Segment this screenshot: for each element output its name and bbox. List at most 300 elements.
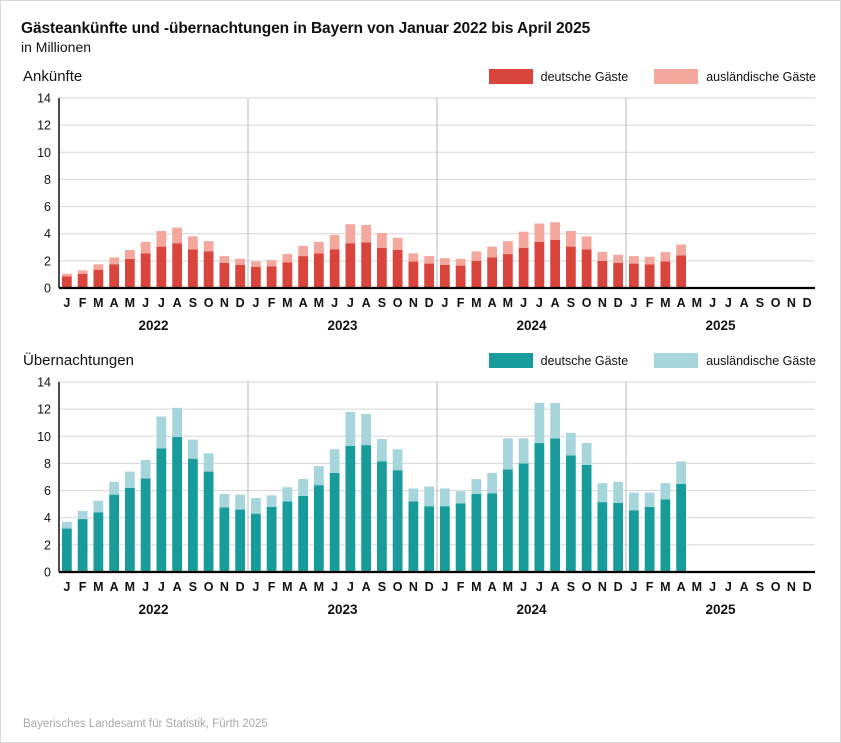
bar-segment-foreign: [629, 493, 639, 511]
x-month-label: A: [676, 296, 686, 311]
bar-segment-domestic: [204, 472, 214, 572]
bar-segment-domestic: [645, 507, 655, 572]
x-year-label: 2025: [705, 602, 736, 618]
bar-segment-foreign: [219, 256, 229, 263]
x-month-label: M: [93, 296, 104, 311]
bar-segment-domestic: [314, 254, 324, 289]
bar-segment-foreign: [109, 482, 119, 495]
bar-segment-domestic: [204, 252, 214, 289]
bar-segment-foreign: [629, 256, 639, 263]
bar-segment-domestic: [613, 503, 623, 572]
x-month-label: J: [724, 580, 732, 595]
bar-segment-domestic: [629, 264, 639, 288]
x-month-label: D: [424, 296, 434, 311]
bar-segment-domestic: [251, 267, 261, 288]
bar-segment-foreign: [345, 412, 355, 446]
x-month-label: J: [252, 296, 260, 311]
bar-segment-domestic: [519, 248, 529, 288]
plot-ankuenfte: [21, 90, 820, 340]
bar-segment-foreign: [487, 247, 497, 258]
bar-segment-domestic: [597, 261, 607, 288]
x-year-label: 2022: [138, 602, 169, 618]
x-month-label: J: [346, 296, 354, 311]
bar-segment-foreign: [251, 498, 261, 514]
legend-item-auslaendische-gaeste-ankuenfte[interactable]: [654, 69, 816, 84]
y-tick-label: 12: [37, 118, 51, 133]
x-month-label: M: [313, 296, 325, 311]
bar-segment-foreign: [62, 274, 72, 277]
bar-segment-foreign: [519, 438, 529, 463]
x-month-label: J: [630, 580, 638, 595]
y-tick-label: 8: [44, 457, 51, 472]
y-tick-label: 0: [44, 281, 51, 296]
bar-segment-domestic: [345, 243, 355, 288]
x-month-label: S: [566, 580, 576, 595]
x-month-label: N: [408, 296, 418, 311]
x-month-label: A: [487, 580, 497, 595]
bar-segment-domestic: [219, 508, 229, 572]
x-month-label: J: [535, 296, 543, 311]
panel-ankuenfte-title: Ankünfte: [23, 68, 83, 86]
bar-segment-domestic: [62, 529, 72, 572]
panel-uebernachtungen-legend: [489, 353, 816, 368]
x-month-label: M: [502, 580, 514, 595]
bar-segment-domestic: [282, 502, 292, 573]
bar-segment-foreign: [330, 449, 340, 473]
bar-segment-domestic: [93, 512, 103, 572]
y-tick-label: 10: [37, 429, 51, 444]
bar-segment-domestic: [235, 510, 245, 572]
x-month-label: A: [172, 296, 182, 311]
x-month-label: A: [361, 296, 371, 311]
bar-segment-foreign: [440, 258, 450, 265]
x-month-label: J: [709, 296, 717, 311]
y-tick-label: 0: [44, 565, 51, 580]
y-tick-label: 14: [37, 91, 51, 106]
bar-segment-domestic: [188, 249, 198, 288]
bar-segment-foreign: [267, 260, 277, 266]
bar-segment-domestic: [424, 264, 434, 288]
bar-segment-domestic: [566, 455, 576, 572]
bar-segment-foreign: [298, 246, 308, 256]
bar-segment-foreign: [188, 440, 198, 459]
bar-segment-domestic: [156, 247, 166, 288]
bar-segment-foreign: [251, 262, 261, 267]
bar-segment-domestic: [487, 493, 497, 572]
bar-segment-domestic: [298, 496, 308, 572]
x-month-label: M: [124, 296, 136, 311]
x-month-label: O: [392, 580, 403, 595]
bar-segment-domestic: [109, 495, 119, 572]
bar-segment-foreign: [613, 482, 623, 503]
legend-label: ausländische Gäste: [706, 353, 816, 368]
x-month-label: F: [456, 296, 465, 311]
bar-segment-foreign: [156, 231, 166, 247]
x-month-label: J: [63, 296, 71, 311]
bar-segment-domestic: [235, 265, 245, 288]
bar-segment-domestic: [219, 263, 229, 288]
x-month-label: N: [597, 580, 607, 595]
bar-segment-domestic: [109, 264, 119, 288]
bar-segment-domestic: [282, 262, 292, 288]
y-tick-label: 4: [44, 227, 51, 242]
bar-segment-domestic: [330, 473, 340, 572]
bar-segment-foreign: [660, 483, 670, 499]
y-tick-label: 4: [44, 511, 51, 526]
x-month-label: N: [408, 580, 418, 595]
bar-segment-foreign: [314, 242, 324, 254]
x-month-label: J: [630, 296, 638, 311]
bar-segment-domestic: [534, 443, 544, 572]
y-tick-label: 6: [44, 200, 51, 215]
x-year-label: 2022: [138, 318, 169, 334]
y-tick-label: 10: [37, 145, 51, 160]
bar-segment-domestic: [361, 243, 371, 288]
y-tick-label: 8: [44, 173, 51, 188]
x-month-label: A: [550, 296, 560, 311]
bar-segment-domestic: [345, 446, 355, 572]
bar-segment-domestic: [582, 465, 592, 572]
bar-segment-foreign: [125, 250, 135, 259]
bar-segment-domestic: [440, 506, 450, 572]
bar-segment-foreign: [487, 473, 497, 493]
x-month-label: F: [267, 296, 276, 311]
x-month-label: J: [346, 580, 354, 595]
x-month-label: N: [219, 580, 229, 595]
x-month-label: J: [520, 580, 528, 595]
bar-segment-foreign: [393, 238, 403, 250]
bar-segment-foreign: [314, 466, 324, 485]
x-month-label: A: [298, 580, 308, 595]
x-month-label: S: [566, 296, 576, 311]
x-month-label: A: [172, 580, 182, 595]
bar-segment-foreign: [408, 489, 418, 502]
bar-segment-foreign: [566, 231, 576, 247]
x-month-label: D: [424, 580, 434, 595]
x-month-label: N: [219, 296, 229, 311]
x-month-label: N: [786, 580, 796, 595]
bar-segment-foreign: [282, 487, 292, 501]
x-month-label: F: [78, 580, 87, 595]
bar-segment-domestic: [582, 249, 592, 288]
bar-segment-domestic: [613, 263, 623, 288]
x-year-label: 2023: [327, 318, 358, 334]
bar-segment-foreign: [471, 479, 481, 494]
bar-segment-domestic: [377, 462, 387, 573]
x-month-label: S: [755, 580, 765, 595]
bar-segment-foreign: [377, 439, 387, 461]
bar-segment-domestic: [645, 264, 655, 288]
x-month-label: J: [142, 580, 150, 595]
page-subtitle: in Millionen: [21, 39, 92, 56]
bar-segment-foreign: [534, 403, 544, 443]
bar-segment-foreign: [582, 443, 592, 465]
bar-segment-domestic: [534, 242, 544, 288]
x-month-label: M: [660, 580, 671, 595]
bar-segment-domestic: [361, 445, 371, 572]
bar-segment-foreign: [613, 255, 623, 263]
bar-segment-domestic: [141, 479, 151, 573]
x-month-label: F: [267, 580, 276, 595]
x-year-label: 2025: [705, 318, 736, 334]
x-month-label: J: [157, 296, 165, 311]
source-note: Bayerisches Landesamt für Statistik, Fürth 2025: [23, 718, 268, 730]
bar-segment-foreign: [566, 433, 576, 455]
bar-segment-foreign: [582, 237, 592, 250]
x-month-label: D: [235, 580, 245, 595]
bar-segment-domestic: [676, 484, 686, 572]
x-month-label: D: [802, 580, 812, 595]
bar-segment-foreign: [78, 271, 88, 274]
bar-segment-foreign: [456, 491, 466, 503]
panel-uebernachtungen-title: Übernachtungen: [23, 352, 134, 370]
bar-segment-domestic: [487, 258, 497, 289]
x-month-label: O: [203, 296, 214, 311]
x-month-label: O: [581, 296, 592, 311]
bar-segment-domestic: [62, 277, 72, 289]
x-month-label: J: [441, 296, 449, 311]
bar-segment-foreign: [503, 241, 513, 254]
bar-segment-foreign: [645, 257, 655, 264]
bar-segment-domestic: [440, 265, 450, 288]
x-month-label: O: [770, 296, 781, 311]
bar-segment-foreign: [519, 232, 529, 248]
bar-segment-domestic: [298, 256, 308, 288]
bar-segment-domestic: [172, 437, 182, 572]
x-month-label: J: [142, 296, 150, 311]
bar-segment-domestic: [676, 256, 686, 289]
y-tick-label: 2: [44, 254, 51, 269]
bar-segment-foreign: [660, 252, 670, 261]
legend-swatch-icon: [654, 353, 698, 368]
x-month-label: O: [770, 580, 781, 595]
bar-segment-domestic: [267, 266, 277, 288]
x-month-label: A: [550, 580, 560, 595]
x-month-label: A: [109, 296, 119, 311]
x-month-label: M: [93, 580, 104, 595]
bar-segment-foreign: [141, 242, 151, 254]
bar-segment-foreign: [93, 501, 103, 513]
legend-label: deutsche Gäste: [540, 69, 629, 84]
bar-segment-foreign: [78, 511, 88, 519]
bar-segment-domestic: [660, 500, 670, 573]
x-month-label: S: [188, 296, 198, 311]
chart-svg-uebernachtungen: [21, 374, 821, 624]
bar-segment-domestic: [267, 507, 277, 572]
x-month-label: M: [282, 580, 293, 595]
x-month-label: M: [313, 580, 325, 595]
bar-segment-domestic: [125, 488, 135, 572]
bar-segment-foreign: [408, 254, 418, 262]
bar-segment-foreign: [125, 472, 135, 488]
x-month-label: J: [709, 580, 717, 595]
bar-segment-foreign: [676, 245, 686, 256]
bar-segment-domestic: [78, 519, 88, 572]
x-month-label: J: [520, 296, 528, 311]
bar-segment-foreign: [62, 522, 72, 529]
bar-segment-foreign: [361, 414, 371, 445]
plot-uebernachtungen: [21, 374, 820, 624]
bar-segment-domestic: [519, 464, 529, 573]
bar-segment-foreign: [282, 254, 292, 262]
bar-segment-foreign: [298, 479, 308, 496]
page-title: Gästeankünfte und -übernachtungen in Bayern von Januar 2022 bis April 2025: [21, 20, 591, 37]
x-month-label: A: [298, 296, 308, 311]
x-month-label: M: [502, 296, 514, 311]
legend-item-deutsche-gaeste-uebernachtungen[interactable]: [489, 353, 629, 368]
x-month-label: M: [691, 296, 703, 311]
panel-ankuenfte-legend: [489, 69, 816, 84]
panel-ankuenfte-header: [21, 68, 820, 90]
bar-segment-foreign: [676, 462, 686, 484]
x-month-label: M: [124, 580, 136, 595]
bar-segment-foreign: [235, 495, 245, 510]
legend-label: deutsche Gäste: [540, 353, 629, 368]
bar-segment-foreign: [597, 483, 607, 502]
x-month-label: S: [188, 580, 198, 595]
x-month-label: A: [361, 580, 371, 595]
x-month-label: N: [597, 296, 607, 311]
bar-segment-domestic: [141, 254, 151, 289]
bar-segment-foreign: [219, 494, 229, 508]
bar-segment-foreign: [235, 259, 245, 265]
bar-segment-foreign: [377, 233, 387, 248]
x-month-label: A: [487, 296, 497, 311]
x-month-label: D: [613, 580, 623, 595]
legend-swatch-icon: [489, 353, 533, 368]
x-month-label: O: [581, 580, 592, 595]
bar-segment-foreign: [534, 224, 544, 242]
x-month-label: M: [691, 580, 703, 595]
bar-segment-foreign: [204, 241, 214, 251]
x-month-label: A: [109, 580, 119, 595]
x-month-label: J: [441, 580, 449, 595]
x-month-label: J: [724, 296, 732, 311]
bar-segment-foreign: [188, 237, 198, 250]
x-month-label: O: [203, 580, 214, 595]
bar-segment-domestic: [456, 504, 466, 573]
bar-segment-foreign: [345, 224, 355, 243]
x-month-label: M: [471, 580, 482, 595]
panel-ankuenfte: [21, 68, 820, 340]
bar-segment-foreign: [550, 403, 560, 438]
bar-segment-domestic: [471, 494, 481, 572]
x-month-label: F: [645, 580, 654, 595]
bar-segment-domestic: [393, 250, 403, 288]
bar-segment-domestic: [550, 438, 560, 572]
bar-segment-foreign: [393, 449, 403, 470]
chart-svg-ankuenfte: [21, 90, 821, 340]
bar-segment-foreign: [471, 252, 481, 262]
x-month-label: F: [645, 296, 654, 311]
x-month-label: M: [471, 296, 482, 311]
bar-segment-domestic: [330, 249, 340, 288]
x-month-label: D: [235, 296, 245, 311]
bar-segment-domestic: [550, 240, 560, 288]
bar-segment-foreign: [204, 453, 214, 471]
bar-segment-foreign: [330, 235, 340, 249]
x-month-label: J: [331, 296, 339, 311]
x-month-label: M: [660, 296, 671, 311]
x-month-label: J: [252, 580, 260, 595]
x-month-label: D: [613, 296, 623, 311]
x-year-label: 2024: [516, 602, 547, 618]
bar-segment-domestic: [93, 270, 103, 288]
bar-segment-domestic: [629, 510, 639, 572]
bar-segment-domestic: [471, 261, 481, 288]
y-tick-label: 12: [37, 402, 51, 417]
bar-segment-foreign: [456, 259, 466, 266]
bar-segment-domestic: [408, 262, 418, 288]
bar-segment-foreign: [141, 460, 151, 478]
x-month-label: J: [157, 580, 165, 595]
bar-segment-domestic: [314, 485, 324, 572]
bar-segment-domestic: [660, 262, 670, 288]
bar-segment-foreign: [93, 264, 103, 269]
panel-uebernachtungen: [21, 352, 820, 624]
x-year-label: 2024: [516, 318, 547, 334]
bar-segment-domestic: [188, 459, 198, 572]
bar-segment-domestic: [172, 243, 182, 288]
bar-segment-foreign: [424, 487, 434, 507]
bar-segment-foreign: [503, 438, 513, 469]
bar-segment-domestic: [456, 266, 466, 288]
legend-swatch-icon: [489, 69, 533, 84]
bar-segment-foreign: [172, 408, 182, 437]
x-month-label: J: [535, 580, 543, 595]
bar-segment-domestic: [78, 274, 88, 288]
bar-segment-foreign: [645, 493, 655, 507]
legend-item-deutsche-gaeste-ankuenfte[interactable]: [489, 69, 629, 84]
bar-segment-domestic: [125, 259, 135, 288]
bar-segment-foreign: [440, 489, 450, 507]
x-month-label: O: [392, 296, 403, 311]
x-month-label: M: [282, 296, 293, 311]
bar-segment-foreign: [109, 258, 119, 265]
panel-uebernachtungen-header: [21, 352, 820, 374]
bar-segment-foreign: [267, 495, 277, 507]
x-month-label: A: [739, 580, 749, 595]
bar-segment-foreign: [424, 256, 434, 263]
bar-segment-foreign: [550, 222, 560, 240]
legend-label: ausländische Gäste: [706, 69, 816, 84]
y-tick-label: 2: [44, 538, 51, 553]
x-month-label: J: [331, 580, 339, 595]
x-month-label: F: [456, 580, 465, 595]
bar-segment-domestic: [393, 470, 403, 572]
bar-segment-domestic: [597, 502, 607, 572]
y-tick-label: 14: [37, 375, 51, 390]
bar-segment-domestic: [377, 248, 387, 288]
bar-segment-domestic: [503, 254, 513, 288]
x-month-label: A: [676, 580, 686, 595]
x-month-label: S: [377, 580, 387, 595]
x-month-label: N: [786, 296, 796, 311]
bar-segment-foreign: [597, 252, 607, 261]
x-month-label: S: [755, 296, 765, 311]
bar-segment-domestic: [424, 506, 434, 572]
y-tick-label: 6: [44, 484, 51, 499]
legend-item-auslaendische-gaeste-uebernachtungen[interactable]: [654, 353, 816, 368]
bar-segment-foreign: [156, 417, 166, 449]
x-month-label: S: [377, 296, 387, 311]
bar-segment-foreign: [361, 225, 371, 243]
bar-segment-domestic: [566, 247, 576, 288]
legend-swatch-icon: [654, 69, 698, 84]
x-month-label: A: [739, 296, 749, 311]
bar-segment-domestic: [156, 449, 166, 573]
x-month-label: F: [78, 296, 87, 311]
